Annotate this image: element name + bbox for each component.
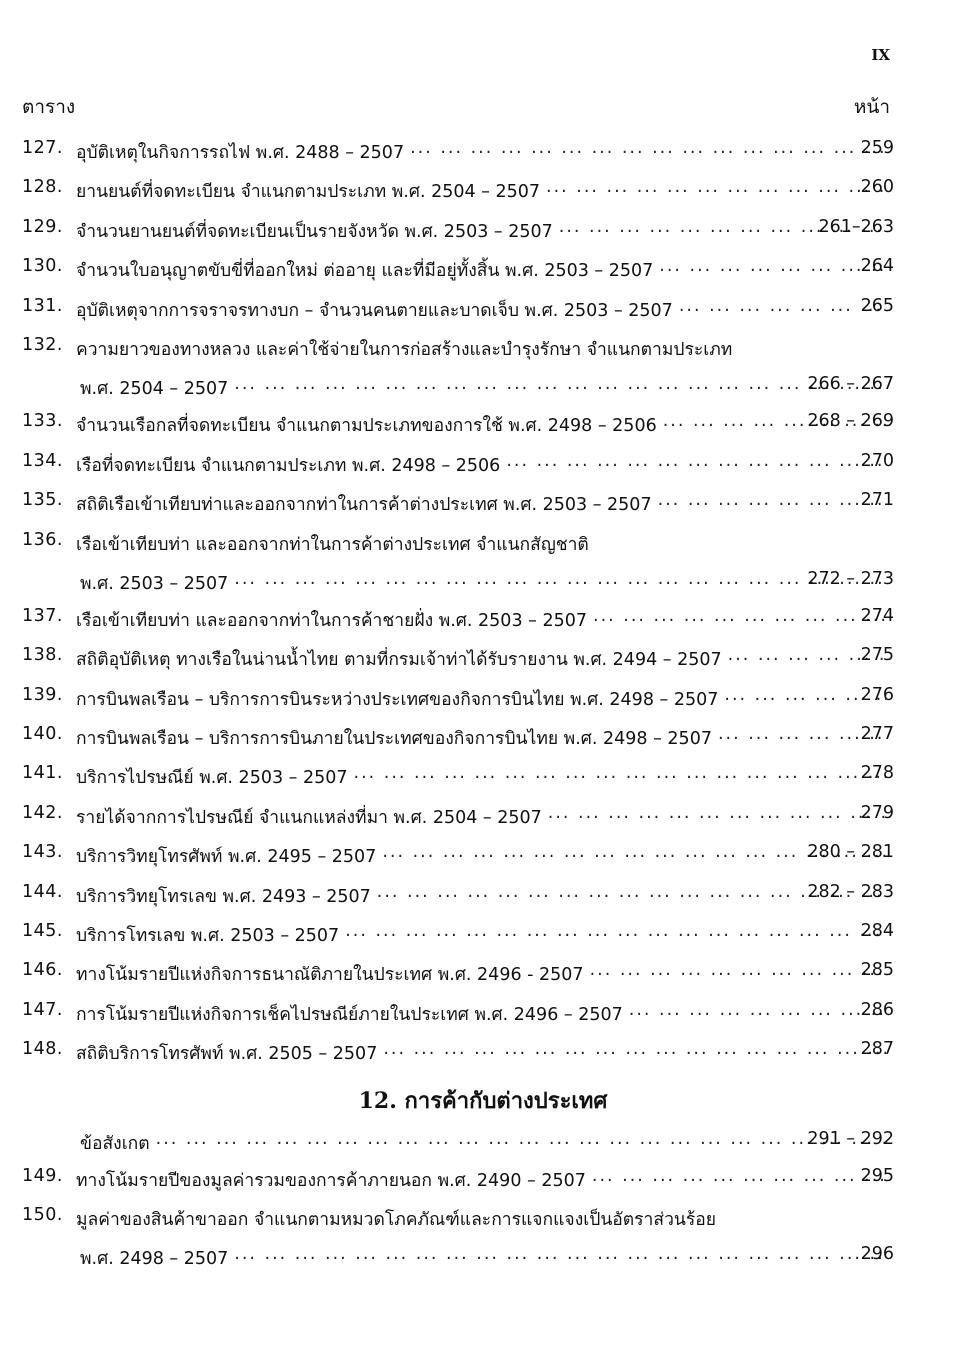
entry-title: เรือที่จดทะเบียน จำแนกตามประเภท พ.ศ. 2498 – 2506 xyxy=(76,455,501,476)
toc-entry xyxy=(0,681,966,720)
toc-entry xyxy=(0,292,966,331)
dot-leader xyxy=(228,569,886,597)
entry-number: 133. xyxy=(22,411,63,432)
entry-number: 142. xyxy=(22,802,63,823)
table-of-contents xyxy=(0,134,966,1277)
entry-page: 278 xyxy=(860,763,894,784)
entry-title: บริการไปรษณีย์ พ.ศ. 2503 – 2507 xyxy=(76,768,348,789)
entry-number: 129. xyxy=(22,216,63,237)
toc-entry xyxy=(0,331,966,370)
entry-number: 149. xyxy=(22,1165,63,1186)
toc-entry xyxy=(0,878,966,917)
entry-page: 266 – 267 xyxy=(807,374,894,395)
entry-number: 147. xyxy=(22,999,63,1020)
entry-page: 268 – 269 xyxy=(807,411,894,432)
entry-title-line xyxy=(76,1205,886,1233)
entry-title: มูลค่าของสินค้าขาออก จำแนกตามหมวดโภคภัณฑ์และการแจกแจงเป็นอัตราส่วนร้อย xyxy=(76,1209,717,1230)
entry-number: 135. xyxy=(22,490,63,511)
entry-title: จำนวนยานยนต์ที่จดทะเบียนเป็นรายจังหวัด พ.ศ. 2503 – 2507 xyxy=(76,221,553,242)
entry-title: บริการวิทยุโทรศัพท์ พ.ศ. 2495 – 2507 xyxy=(76,847,377,868)
entry-title-line xyxy=(76,256,886,284)
entry-title-line xyxy=(80,1129,886,1157)
entry-page: 287 xyxy=(860,1039,894,1060)
section-heading: 12. การค้ากับต่างประเทศ xyxy=(358,1087,608,1114)
entry-page: 277 xyxy=(860,724,894,745)
toc-entry xyxy=(0,447,966,486)
entry-title: ข้อสังเกต xyxy=(80,1133,150,1154)
entry-title-line xyxy=(76,335,886,363)
entry-title: การโน้มรายปีแห่งกิจการเช็คไปรษณีย์ภายในประเทศ พ.ศ. 2496 – 2507 xyxy=(76,1004,623,1025)
entry-number: 136. xyxy=(22,529,63,550)
entry-page: 259 xyxy=(860,138,894,158)
entry-page: 276 xyxy=(860,684,894,705)
entry-title: การบินพลเรือน – บริการการบินระหว่างประเทศของกิจการบินไทย พ.ศ. 2498 – 2507 xyxy=(76,689,719,710)
entry-title: พ.ศ. 2504 – 2507 xyxy=(80,379,229,400)
entry-number: 144. xyxy=(22,881,63,902)
toc-entry xyxy=(0,1240,966,1277)
dot-leader xyxy=(404,138,886,166)
dot-leader xyxy=(500,451,886,479)
entry-title: พ.ศ. 2498 – 2507 xyxy=(80,1249,229,1270)
toc-entry xyxy=(0,641,966,680)
entry-title-line xyxy=(76,842,886,870)
toc-entry xyxy=(0,1035,966,1074)
dot-leader xyxy=(339,921,886,949)
entry-title: ทางโน้มรายปีแห่งกิจการธนาณัติภายในประเทศ พ.ศ. 2496 - 2507 xyxy=(76,965,584,986)
entry-number: 141. xyxy=(22,763,63,784)
entry-page: 272 – 273 xyxy=(807,568,894,589)
entry-title: จำนวนใบอนุญาตขับขี่ที่ออกใหม่ ต่ออายุ และที่มีอยู่ทั้งสิ้น พ.ศ. 2503 – 2507 xyxy=(76,261,654,282)
entry-page: 265 xyxy=(860,295,894,316)
entry-page: 264 xyxy=(860,256,894,277)
dot-leader xyxy=(540,177,886,205)
entry-page: 291 – 292 xyxy=(807,1128,894,1149)
toc-entry xyxy=(0,1125,966,1162)
entry-title: เรือเข้าเทียบท่า และออกจากท่าในการค้าต่างประเทศ จำแนกสัญชาติ xyxy=(76,534,589,555)
entry-title-line xyxy=(76,1039,886,1067)
entry-number: 134. xyxy=(22,450,63,471)
entry-page: 282 – 283 xyxy=(807,881,894,902)
entry-title-line xyxy=(76,921,886,949)
toc-entry xyxy=(0,252,966,291)
dot-leader xyxy=(348,763,886,791)
entry-page: 284 xyxy=(860,921,894,942)
toc-entry xyxy=(0,799,966,838)
entry-page: 275 xyxy=(860,645,894,666)
toc-entry xyxy=(0,1201,966,1240)
page-column-header: หน้า xyxy=(853,96,890,118)
dot-leader xyxy=(150,1129,886,1157)
toc-list-foreign-trade xyxy=(0,1125,966,1278)
entry-number: 148. xyxy=(22,1039,63,1060)
entry-number: 150. xyxy=(22,1204,63,1225)
entry-number: 146. xyxy=(22,960,63,981)
entry-number: 131. xyxy=(22,295,63,316)
entry-title-line xyxy=(76,803,886,831)
dot-leader xyxy=(652,490,886,518)
toc-entry xyxy=(0,838,966,877)
dot-leader xyxy=(673,296,886,324)
dot-leader xyxy=(623,1000,886,1028)
toc-entry xyxy=(0,407,966,446)
entry-title: สถิติเรือเข้าเทียบท่าและออกจากท่าในการค้าต่างประเทศ พ.ศ. 2503 – 2507 xyxy=(76,495,652,516)
entry-title: จำนวนเรือกลที่จดทะเบียน จำแนกตามประเภทของการใช้ พ.ศ. 2498 – 2506 xyxy=(76,416,657,437)
entry-page: 280 – 281 xyxy=(807,842,894,863)
entry-title-line xyxy=(76,138,886,166)
entry-page: 261–263 xyxy=(818,216,894,237)
entry-page: 285 xyxy=(860,960,894,981)
dot-leader xyxy=(542,803,886,831)
entry-title-line xyxy=(76,296,886,324)
entry-page: 260 xyxy=(860,177,894,198)
entry-page: 296 xyxy=(860,1244,894,1265)
entry-title-line xyxy=(76,177,886,205)
entry-number: 145. xyxy=(22,921,63,942)
entry-title-line xyxy=(80,1244,886,1272)
entry-title-line xyxy=(76,960,886,988)
toc-entry xyxy=(0,602,966,641)
page-number: IX xyxy=(871,46,890,64)
entry-title-line xyxy=(76,645,886,673)
toc-entry xyxy=(0,526,966,565)
entry-title: สถิติบริการโทรศัพท์ พ.ศ. 2505 – 2507 xyxy=(76,1044,378,1065)
entry-title: อุบัติเหตุในกิจการรถไฟ พ.ศ. 2488 – 2507 xyxy=(76,143,405,163)
toc-entry xyxy=(0,134,966,173)
dot-leader xyxy=(228,1244,886,1272)
entry-title: ความยาวของทางหลวง และค่าใช้จ่ายในการก่อสร้างและบำรุงรักษา จำแนกตามประเภท xyxy=(76,339,733,360)
entry-title: ยานยนต์ที่จดทะเบียน จำแนกตามประเภท พ.ศ. 2504 – 2507 xyxy=(76,182,541,203)
entry-title-line xyxy=(76,1000,886,1028)
entry-number: 143. xyxy=(22,842,63,863)
entry-page: 279 xyxy=(860,802,894,823)
entry-page: 274 xyxy=(860,605,894,626)
entry-number: 130. xyxy=(22,256,63,277)
toc-entry xyxy=(0,173,966,212)
entry-page: 271 xyxy=(860,490,894,511)
entry-title-line xyxy=(76,411,886,439)
toc-entry xyxy=(0,370,966,407)
entry-title-line xyxy=(76,882,886,910)
entry-number: 127. xyxy=(22,138,63,158)
entry-number: 132. xyxy=(22,334,63,355)
entry-number: 138. xyxy=(22,645,63,666)
entry-page: 295 xyxy=(860,1165,894,1186)
entry-title-line xyxy=(76,724,886,752)
entry-title-line xyxy=(80,374,886,402)
toc-entry xyxy=(0,486,966,525)
entry-title: พ.ศ. 2503 – 2507 xyxy=(80,573,229,594)
entry-title: การบินพลเรือน – บริการการบินภายในประเทศของกิจการบินไทย พ.ศ. 2498 – 2507 xyxy=(76,729,712,750)
dot-leader xyxy=(586,1166,886,1194)
dot-leader xyxy=(653,256,886,284)
toc-entry xyxy=(0,720,966,759)
entry-number: 137. xyxy=(22,605,63,626)
dot-leader xyxy=(587,606,886,634)
entry-title-line xyxy=(76,606,886,634)
toc-entry xyxy=(0,213,966,252)
dot-leader xyxy=(228,374,886,402)
toc-entry xyxy=(0,1162,966,1201)
entry-page: 286 xyxy=(860,999,894,1020)
entry-title-line xyxy=(76,685,886,713)
entry-title-line xyxy=(76,217,886,245)
entry-title-line xyxy=(80,569,886,597)
entry-title: เรือเข้าเทียบท่า และออกจากท่าในการค้าชายฝั่ง พ.ศ. 2503 – 2507 xyxy=(76,610,587,631)
entry-title: บริการโทรเลข พ.ศ. 2503 – 2507 xyxy=(76,926,340,947)
entry-number: 128. xyxy=(22,177,63,198)
entry-title-line xyxy=(76,530,886,558)
entry-title-line xyxy=(76,1166,886,1194)
entry-number: 139. xyxy=(22,684,63,705)
entry-number: 140. xyxy=(22,724,63,745)
dot-leader xyxy=(377,1039,886,1067)
entry-title-line xyxy=(76,763,886,791)
toc-entry xyxy=(0,996,966,1035)
entry-title-line xyxy=(76,490,886,518)
toc-entry xyxy=(0,565,966,602)
entry-title: บริการวิทยุโทรเลข พ.ศ. 2493 – 2507 xyxy=(76,886,371,907)
toc-entry xyxy=(0,956,966,995)
entry-page: 270 xyxy=(860,450,894,471)
toc-entry xyxy=(0,759,966,798)
toc-entry xyxy=(0,917,966,956)
entry-title: รายได้จากการไปรษณีย์ จำแนกแหล่งที่มา พ.ศ. 2504 – 2507 xyxy=(76,807,542,828)
dot-leader xyxy=(584,960,886,988)
table-column-header: ตาราง xyxy=(22,96,76,118)
entry-title: ทางโน้มรายปีของมูลค่ารวมของการค้าภายนอก พ.ศ. 2490 – 2507 xyxy=(76,1170,586,1191)
entry-title-line xyxy=(76,451,886,479)
entry-title: อุบัติเหตุจากการจราจรทางบก – จำนวนคนตายและบาดเจ็บ พ.ศ. 2503 – 2507 xyxy=(76,300,673,321)
toc-list-transport xyxy=(0,134,966,1075)
entry-title: สถิติอุบัติเหตุ ทางเรือในน่านน้ำไทย ตามที่กรมเจ้าท่าได้รับรายงาน พ.ศ. 2494 – 2507 xyxy=(76,650,722,671)
